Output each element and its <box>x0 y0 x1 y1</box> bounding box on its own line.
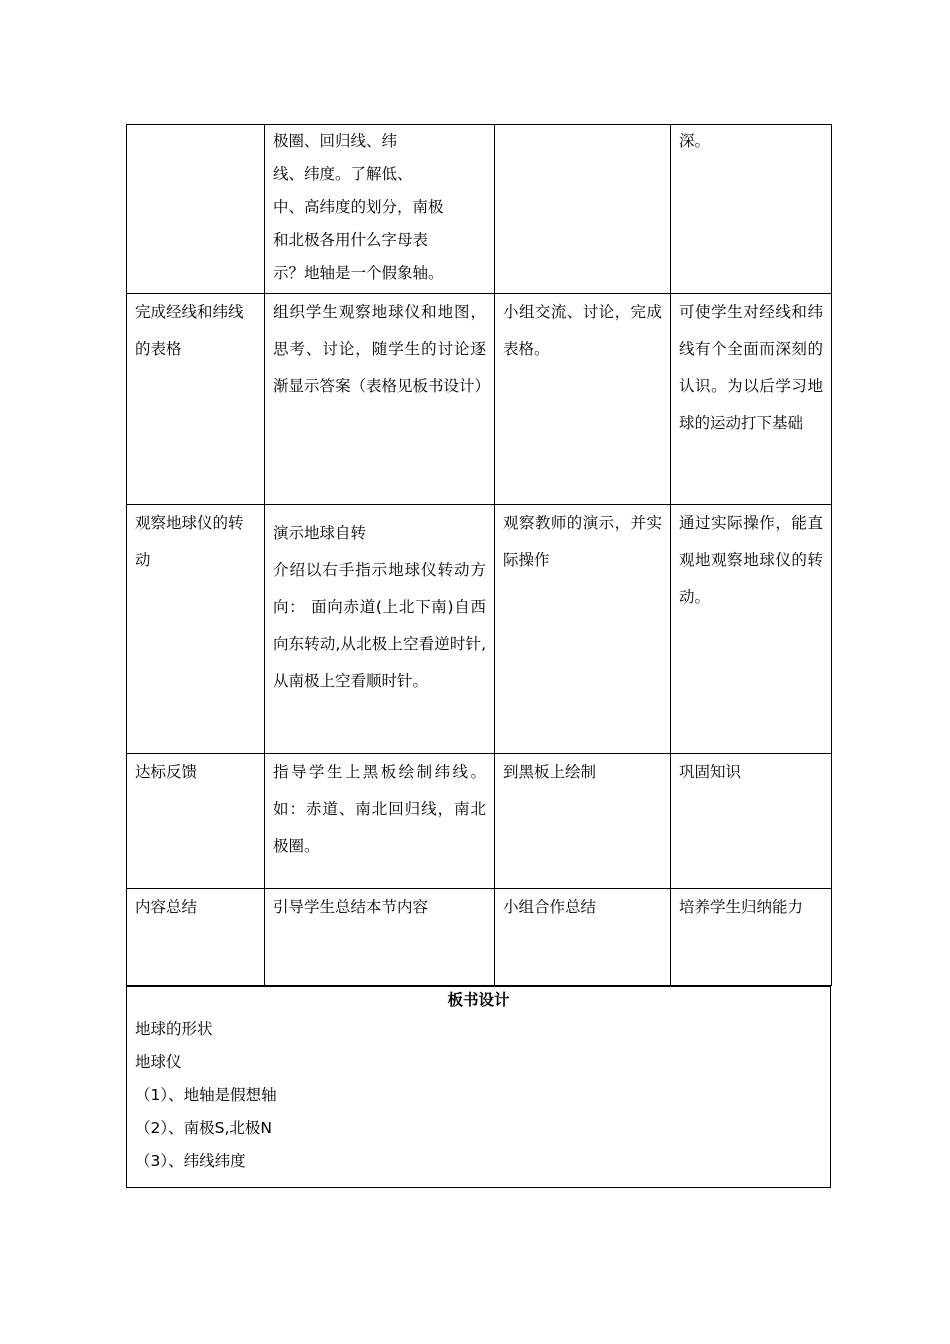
activity-cell: 观察地球仪的转动 <box>127 505 265 754</box>
board-line: （1）、地轴是假想轴 <box>135 1086 277 1104</box>
table-row <box>127 889 832 986</box>
board-line: 地球仪 <box>135 1053 182 1071</box>
activity-cell <box>127 125 265 294</box>
student-activity-cell: 小组交流、讨论，完成表格。 <box>495 294 671 505</box>
board-line: 地球的形状 <box>135 1020 213 1038</box>
student-activity-cell: 观察教师的演示，并实际操作 <box>495 505 671 754</box>
design-purpose-cell: 通过实际操作，能直观地观察地球仪的转动。 <box>671 505 832 754</box>
table-row <box>127 294 832 505</box>
teacher-activity-cell: 演示地球自转 介绍以右手指示地球仪转动方向： 面向赤道(上北下南)自西向东转动,从北极上空看逆时针,从南极上空看顺时针。 <box>265 505 495 754</box>
teacher-activity-cell: 组织学生观察地球仪和地图，思考、讨论，随学生的讨论逐渐显示答案（表格见板书设计） <box>265 294 495 505</box>
lesson-plan-page <box>126 124 831 1188</box>
activity-cell: 达标反馈 <box>127 754 265 889</box>
lesson-table <box>126 124 832 986</box>
design-purpose-cell: 深。 <box>671 125 832 294</box>
student-activity-cell: 小组合作总结 <box>495 889 671 986</box>
table-row <box>127 125 832 294</box>
board-design-title: 板书设计 <box>447 991 510 1009</box>
teacher-activity-cell: 极圈、回归线、纬 线、纬度。了解低、 中、高纬度的划分，南极 和北极各用什么字母表 示？地轴是一个假象轴。 <box>265 125 495 294</box>
design-purpose-cell: 可使学生对经线和纬线有个全面而深刻的认识。为以后学习地球的运动打下基础 <box>671 294 832 505</box>
teacher-activity-cell: 指导学生上黑板绘制纬线。如：赤道、南北回归线，南北极圈。 <box>265 754 495 889</box>
board-design-section <box>126 986 831 1188</box>
student-activity-cell <box>495 125 671 294</box>
activity-cell: 完成经线和纬线的表格 <box>127 294 265 505</box>
table-row <box>127 505 832 754</box>
table-row <box>127 754 832 889</box>
board-line: （2）、南极S,北极N <box>135 1119 272 1137</box>
design-purpose-cell: 培养学生归纳能力 <box>671 889 832 986</box>
teacher-activity-cell: 引导学生总结本节内容 <box>265 889 495 986</box>
design-purpose-cell: 巩固知识 <box>671 754 832 889</box>
board-line: （3）、纬线纬度 <box>135 1152 246 1170</box>
student-activity-cell: 到黑板上绘制 <box>495 754 671 889</box>
activity-cell: 内容总结 <box>127 889 265 986</box>
